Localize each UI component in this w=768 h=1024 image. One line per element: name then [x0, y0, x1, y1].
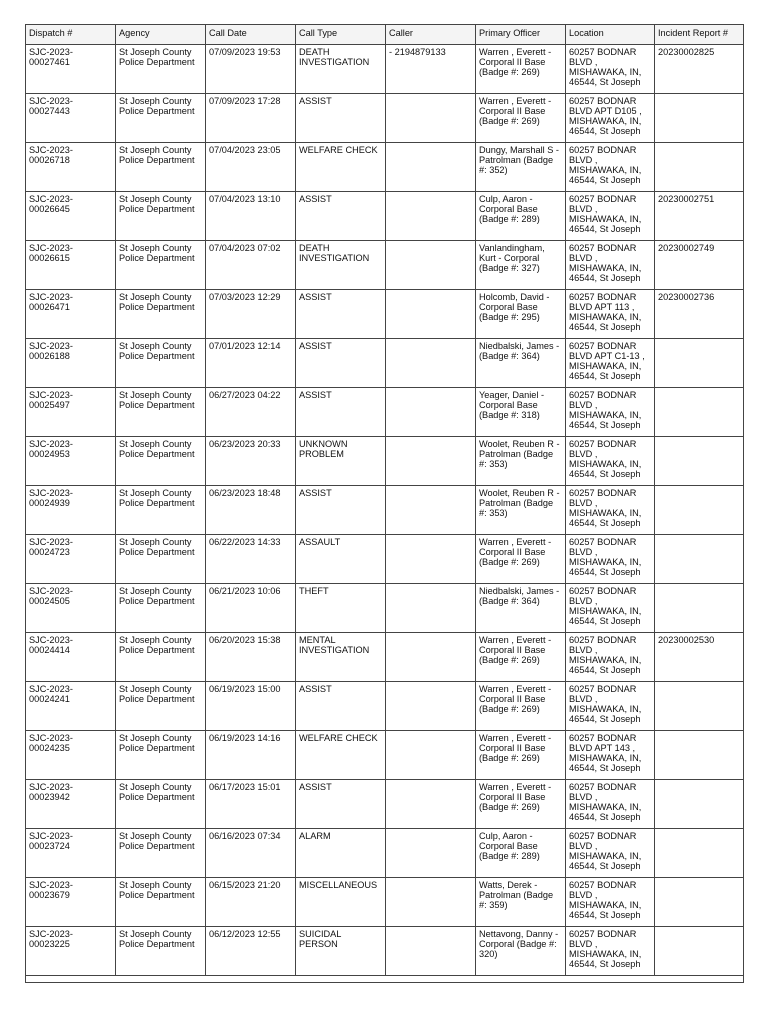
table-row: [26, 241, 744, 290]
cell-agency: St Joseph County Police Department: [116, 290, 206, 339]
cell-agency: St Joseph County Police Department: [116, 927, 206, 976]
cell-location: 60257 BODNAR BLVD , MISHAWAKA, IN, 46544, St Joseph: [566, 682, 655, 731]
cell-primary-officer: Warren , Everett - Corporal II Base (Badge #: 269): [476, 682, 566, 731]
cell-location: 60257 BODNAR BLVD , MISHAWAKA, IN, 46544, St Joseph: [566, 829, 655, 878]
cell-call-type: UNKNOWN PROBLEM: [296, 437, 386, 486]
header-row: [26, 25, 744, 45]
cell-primary-officer: Warren , Everett - Corporal II Base (Badge #: 269): [476, 94, 566, 143]
cell-call-date: 06/19/2023 15:00: [206, 682, 296, 731]
table-footer-row: [26, 976, 744, 983]
cell-incident-report: 20230002530: [655, 633, 744, 682]
cell-location: 60257 BODNAR BLVD , MISHAWAKA, IN, 46544, St Joseph: [566, 633, 655, 682]
table-row: [26, 437, 744, 486]
cell-location: 60257 BODNAR BLVD APT 143 , MISHAWAKA, IN, 46544, St Joseph: [566, 731, 655, 780]
cell-dispatch-number: SJC-2023- 00026471: [26, 290, 116, 339]
cell-dispatch-number: SJC-2023- 00026188: [26, 339, 116, 388]
cell-primary-officer: Holcomb, David - Corporal Base (Badge #: 295): [476, 290, 566, 339]
cell-primary-officer: Niedbalski, James - (Badge #: 364): [476, 339, 566, 388]
cell-agency: St Joseph County Police Department: [116, 633, 206, 682]
cell-dispatch-number: SJC-2023- 00024939: [26, 486, 116, 535]
cell-primary-officer: Dungy, Marshall S - Patrolman (Badge #: 352): [476, 143, 566, 192]
cell-caller: [386, 143, 476, 192]
cell-location: 60257 BODNAR BLVD , MISHAWAKA, IN, 46544, St Joseph: [566, 437, 655, 486]
table-row: [26, 731, 744, 780]
cell-agency: St Joseph County Police Department: [116, 584, 206, 633]
cell-agency: St Joseph County Police Department: [116, 192, 206, 241]
cell-agency: St Joseph County Police Department: [116, 731, 206, 780]
cell-incident-report: [655, 437, 744, 486]
cell-call-type: ASSIST: [296, 388, 386, 437]
cell-call-type: ASSIST: [296, 339, 386, 388]
cell-location: 60257 BODNAR BLVD , MISHAWAKA, IN, 46544, St Joseph: [566, 192, 655, 241]
cell-primary-officer: Warren , Everett - Corporal II Base (Badge #: 269): [476, 535, 566, 584]
cell-location: 60257 BODNAR BLVD , MISHAWAKA, IN, 46544, St Joseph: [566, 143, 655, 192]
cell-location: 60257 BODNAR BLVD APT C1-13 , MISHAWAKA, IN, 46544, St Joseph: [566, 339, 655, 388]
table-row: [26, 878, 744, 927]
cell-primary-officer: Woolet, Reuben R - Patrolman (Badge #: 353): [476, 486, 566, 535]
cell-location: 60257 BODNAR BLVD , MISHAWAKA, IN, 46544, St Joseph: [566, 878, 655, 927]
cell-caller: [386, 241, 476, 290]
header-caller: Caller: [386, 25, 476, 45]
cell-dispatch-number: SJC-2023- 00024723: [26, 535, 116, 584]
cell-agency: St Joseph County Police Department: [116, 339, 206, 388]
cell-location: 60257 BODNAR BLVD APT 113 , MISHAWAKA, IN, 46544, St Joseph: [566, 290, 655, 339]
cell-agency: St Joseph County Police Department: [116, 437, 206, 486]
cell-call-type: ASSIST: [296, 780, 386, 829]
cell-location: 60257 BODNAR BLVD , MISHAWAKA, IN, 46544, St Joseph: [566, 584, 655, 633]
cell-call-date: 07/04/2023 07:02: [206, 241, 296, 290]
table-footer-cell: [26, 976, 744, 983]
cell-agency: St Joseph County Police Department: [116, 682, 206, 731]
cell-incident-report: [655, 780, 744, 829]
cell-location: 60257 BODNAR BLVD , MISHAWAKA, IN, 46544, St Joseph: [566, 388, 655, 437]
dispatch-table: [25, 24, 744, 983]
cell-agency: St Joseph County Police Department: [116, 45, 206, 94]
cell-incident-report: 20230002749: [655, 241, 744, 290]
cell-call-type: DEATH INVESTIGATION: [296, 241, 386, 290]
cell-call-date: 06/16/2023 07:34: [206, 829, 296, 878]
cell-caller: [386, 94, 476, 143]
cell-incident-report: [655, 731, 744, 780]
cell-call-type: WELFARE CHECK: [296, 731, 386, 780]
cell-location: 60257 BODNAR BLVD APT D105 , MISHAWAKA, IN, 46544, St Joseph: [566, 94, 655, 143]
cell-caller: [386, 584, 476, 633]
cell-primary-officer: Niedbalski, James - (Badge #: 364): [476, 584, 566, 633]
table-row: [26, 45, 744, 94]
cell-primary-officer: Woolet, Reuben R - Patrolman (Badge #: 353): [476, 437, 566, 486]
table-row: [26, 682, 744, 731]
cell-primary-officer: Yeager, Daniel - Corporal Base (Badge #: 318): [476, 388, 566, 437]
cell-caller: [386, 339, 476, 388]
cell-call-date: 06/22/2023 14:33: [206, 535, 296, 584]
cell-call-date: 06/23/2023 18:48: [206, 486, 296, 535]
table-row: [26, 535, 744, 584]
cell-call-date: 07/04/2023 13:10: [206, 192, 296, 241]
cell-dispatch-number: SJC-2023- 00023942: [26, 780, 116, 829]
cell-incident-report: [655, 927, 744, 976]
cell-call-date: 06/23/2023 20:33: [206, 437, 296, 486]
cell-caller: [386, 633, 476, 682]
table-body: [26, 45, 744, 983]
cell-incident-report: [655, 682, 744, 731]
table-row: [26, 388, 744, 437]
cell-call-date: 06/20/2023 15:38: [206, 633, 296, 682]
cell-dispatch-number: SJC-2023- 00024241: [26, 682, 116, 731]
cell-call-type: ASSAULT: [296, 535, 386, 584]
header-agency: Agency: [116, 25, 206, 45]
header-dispatch: Dispatch #: [26, 25, 116, 45]
cell-caller: [386, 682, 476, 731]
header-call-date: Call Date: [206, 25, 296, 45]
cell-call-type: MENTAL INVESTIGATION: [296, 633, 386, 682]
cell-call-date: 06/21/2023 10:06: [206, 584, 296, 633]
cell-agency: St Joseph County Police Department: [116, 780, 206, 829]
cell-dispatch-number: SJC-2023- 00024953: [26, 437, 116, 486]
cell-call-date: 06/19/2023 14:16: [206, 731, 296, 780]
cell-call-type: MISCELLANEOUS: [296, 878, 386, 927]
table-row: [26, 192, 744, 241]
header-primary-officer: Primary Officer: [476, 25, 566, 45]
cell-incident-report: 20230002736: [655, 290, 744, 339]
cell-call-type: ASSIST: [296, 486, 386, 535]
cell-incident-report: [655, 878, 744, 927]
cell-agency: St Joseph County Police Department: [116, 94, 206, 143]
cell-agency: St Joseph County Police Department: [116, 535, 206, 584]
cell-call-date: 07/04/2023 23:05: [206, 143, 296, 192]
cell-primary-officer: Warren , Everett - Corporal II Base (Badge #: 269): [476, 45, 566, 94]
cell-call-date: 07/01/2023 12:14: [206, 339, 296, 388]
cell-primary-officer: Watts, Derek - Patrolman (Badge #: 359): [476, 878, 566, 927]
header-incident-report: Incident Report #: [655, 25, 744, 45]
cell-call-type: ALARM: [296, 829, 386, 878]
header-location: Location: [566, 25, 655, 45]
cell-incident-report: [655, 388, 744, 437]
cell-call-date: 06/17/2023 15:01: [206, 780, 296, 829]
cell-call-date: 06/12/2023 12:55: [206, 927, 296, 976]
cell-incident-report: [655, 143, 744, 192]
cell-incident-report: [655, 339, 744, 388]
cell-dispatch-number: SJC-2023- 00023724: [26, 829, 116, 878]
cell-primary-officer: Culp, Aaron - Corporal Base (Badge #: 289): [476, 829, 566, 878]
cell-incident-report: [655, 829, 744, 878]
cell-agency: St Joseph County Police Department: [116, 143, 206, 192]
cell-call-type: SUICIDAL PERSON: [296, 927, 386, 976]
cell-dispatch-number: SJC-2023- 00023679: [26, 878, 116, 927]
cell-dispatch-number: SJC-2023- 00023225: [26, 927, 116, 976]
header-call-type: Call Type: [296, 25, 386, 45]
cell-incident-report: [655, 584, 744, 633]
cell-primary-officer: Nettavong, Danny - Corporal (Badge #: 320): [476, 927, 566, 976]
table-row: [26, 584, 744, 633]
cell-call-type: DEATH INVESTIGATION: [296, 45, 386, 94]
table-row: [26, 339, 744, 388]
cell-caller: [386, 437, 476, 486]
cell-dispatch-number: SJC-2023- 00025497: [26, 388, 116, 437]
cell-call-type: ASSIST: [296, 290, 386, 339]
cell-call-date: 07/09/2023 19:53: [206, 45, 296, 94]
cell-primary-officer: Warren , Everett - Corporal II Base (Badge #: 269): [476, 731, 566, 780]
cell-location: 60257 BODNAR BLVD , MISHAWAKA, IN, 46544, St Joseph: [566, 780, 655, 829]
cell-primary-officer: Vanlandingham, Kurt - Corporal (Badge #: 327): [476, 241, 566, 290]
cell-caller: [386, 731, 476, 780]
cell-location: 60257 BODNAR BLVD , MISHAWAKA, IN, 46544, St Joseph: [566, 927, 655, 976]
cell-call-type: THEFT: [296, 584, 386, 633]
table-row: [26, 290, 744, 339]
cell-call-type: ASSIST: [296, 682, 386, 731]
cell-dispatch-number: SJC-2023- 00027443: [26, 94, 116, 143]
cell-incident-report: 20230002751: [655, 192, 744, 241]
cell-dispatch-number: SJC-2023- 00024505: [26, 584, 116, 633]
cell-agency: St Joseph County Police Department: [116, 829, 206, 878]
cell-dispatch-number: SJC-2023- 00026718: [26, 143, 116, 192]
cell-primary-officer: Warren , Everett - Corporal II Base (Badge #: 269): [476, 780, 566, 829]
cell-location: 60257 BODNAR BLVD , MISHAWAKA, IN, 46544, St Joseph: [566, 486, 655, 535]
cell-dispatch-number: SJC-2023- 00024235: [26, 731, 116, 780]
cell-call-date: 06/27/2023 04:22: [206, 388, 296, 437]
cell-call-type: ASSIST: [296, 94, 386, 143]
cell-call-type: WELFARE CHECK: [296, 143, 386, 192]
cell-caller: - 2194879133: [386, 45, 476, 94]
cell-call-date: 07/09/2023 17:28: [206, 94, 296, 143]
cell-caller: [386, 486, 476, 535]
cell-dispatch-number: SJC-2023- 00026645: [26, 192, 116, 241]
cell-dispatch-number: SJC-2023- 00027461: [26, 45, 116, 94]
cell-caller: [386, 829, 476, 878]
cell-agency: St Joseph County Police Department: [116, 241, 206, 290]
cell-call-date: 07/03/2023 12:29: [206, 290, 296, 339]
table-row: [26, 94, 744, 143]
cell-call-type: ASSIST: [296, 192, 386, 241]
cell-incident-report: [655, 535, 744, 584]
cell-caller: [386, 878, 476, 927]
cell-agency: St Joseph County Police Department: [116, 486, 206, 535]
table-row: [26, 927, 744, 976]
cell-location: 60257 BODNAR BLVD , MISHAWAKA, IN, 46544, St Joseph: [566, 535, 655, 584]
cell-dispatch-number: SJC-2023- 00024414: [26, 633, 116, 682]
cell-primary-officer: Warren , Everett - Corporal II Base (Badge #: 269): [476, 633, 566, 682]
cell-call-date: 06/15/2023 21:20: [206, 878, 296, 927]
cell-incident-report: 20230002825: [655, 45, 744, 94]
table-row: [26, 143, 744, 192]
cell-primary-officer: Culp, Aaron - Corporal Base (Badge #: 289): [476, 192, 566, 241]
cell-caller: [386, 535, 476, 584]
cell-caller: [386, 388, 476, 437]
cell-caller: [386, 927, 476, 976]
cell-agency: St Joseph County Police Department: [116, 878, 206, 927]
table-row: [26, 486, 744, 535]
cell-caller: [386, 780, 476, 829]
cell-incident-report: [655, 94, 744, 143]
table-row: [26, 780, 744, 829]
cell-location: 60257 BODNAR BLVD , MISHAWAKA, IN, 46544, St Joseph: [566, 45, 655, 94]
cell-agency: St Joseph County Police Department: [116, 388, 206, 437]
cell-incident-report: [655, 486, 744, 535]
cell-caller: [386, 290, 476, 339]
cell-dispatch-number: SJC-2023- 00026615: [26, 241, 116, 290]
cell-caller: [386, 192, 476, 241]
cell-location: 60257 BODNAR BLVD , MISHAWAKA, IN, 46544, St Joseph: [566, 241, 655, 290]
table-row: [26, 633, 744, 682]
table-row: [26, 829, 744, 878]
